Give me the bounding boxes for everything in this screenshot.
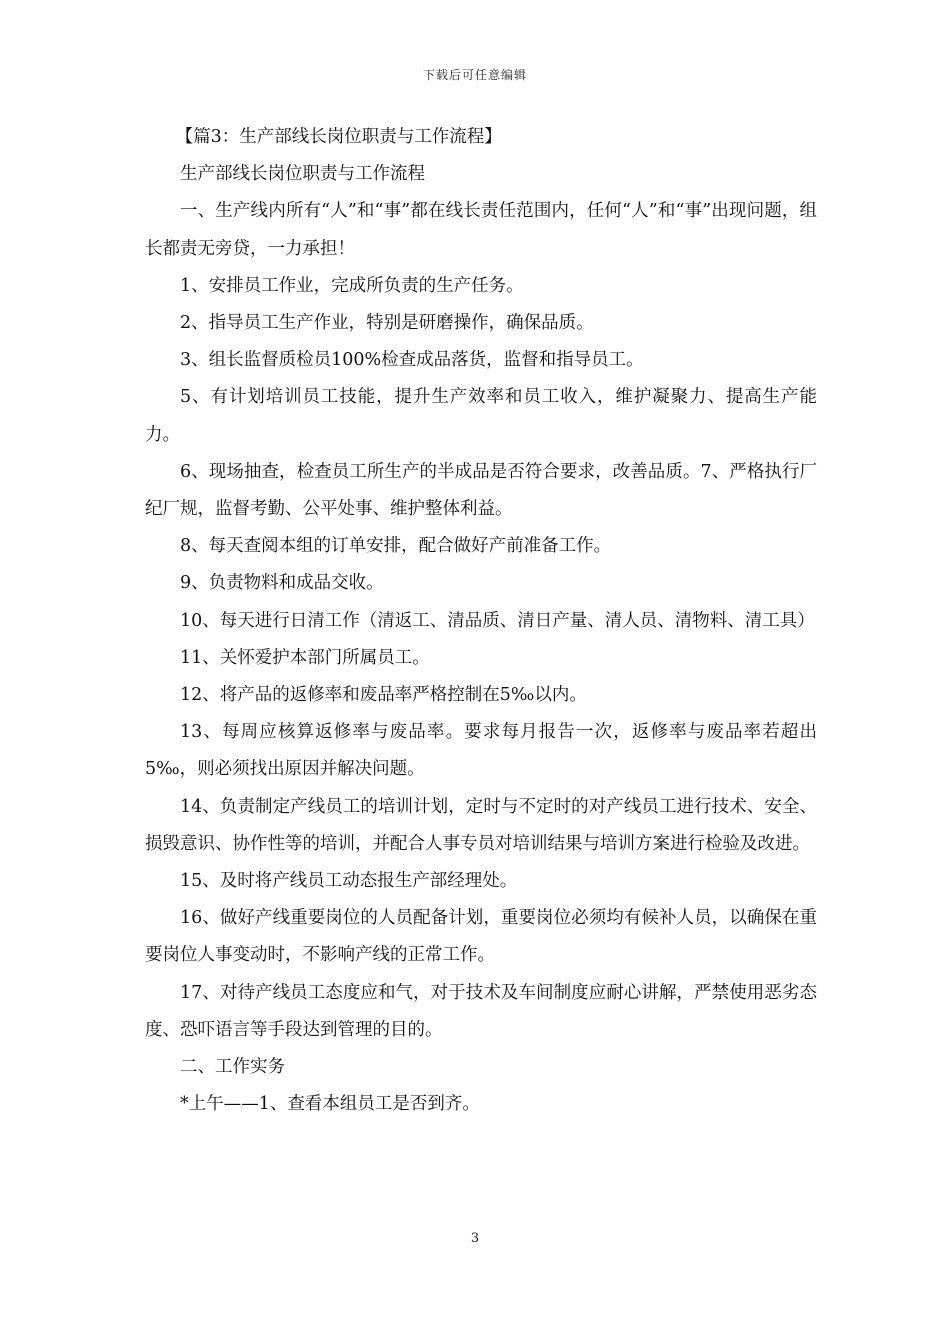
document-body xyxy=(145,119,817,1123)
duty-item: 2、指导员工生产作业，特别是研磨操作，确保品质。 xyxy=(180,313,594,334)
duty-item: 16、做好产线重要岗位的人员配备计划，重要岗位必须均有候补人员，以确保在重要岗位人事变动时，不影响产线的正常工作。 xyxy=(145,908,817,966)
duty-item: 14、负责制定产线员工的培训计划，定时与不定时的对产线员工进行技术、安全、损毁意识、协作性等的培训，并配合人事专员对培训结果与培训方案进行检验及改进。 xyxy=(145,796,817,854)
duty-item: 3、组长监督质检员100%检查成品落货，监督和指导员工。 xyxy=(180,350,644,371)
paragraph: 一、生产线内所有“人”和“事”都在线长责任范围内，任何“人”和“事”出现问题，组长都责无旁贷，一力承担！ xyxy=(145,201,817,259)
section-heading: 二、工作实务 xyxy=(180,1057,285,1078)
duty-item: 5、有计划培训员工技能，提升生产效率和员工收入，维护凝聚力、提高生产能力。 xyxy=(145,387,817,445)
duty-item: 1、安排员工作业，完成所负责的生产任务。 xyxy=(180,275,524,296)
duty-item: 11、关怀爱护本部门所属员工。 xyxy=(180,647,430,668)
section-title: 【篇3：生产部线长岗位职责与工作流程】 xyxy=(175,127,502,147)
duty-item: 8、每天查阅本组的订单安排，配合做好产前准备工作。 xyxy=(180,536,612,557)
page-header: 下载后可任意编辑 xyxy=(422,68,527,82)
duty-item: 10、每天进行日清工作（清返工、清品质、清日产量、清人员、清物料、清工具） xyxy=(180,610,815,631)
duty-item: 6、现场抽查，检查员工所生产的半成品是否符合要求，改善品质。7、严格执行厂纪厂规，监督考勤、公平处事、维护整体利益。 xyxy=(145,461,817,520)
duty-item: 13、每周应核算返修率与废品率。要求每月报告一次，返修率与废品率若超出5‰，则必须找出原因并解决问题。 xyxy=(145,722,817,780)
duty-item: 17、对待产线员工态度应和气，对于技术及车间制度应耐心讲解，严禁使用恶劣态度、恐吓语言等手段达到管理的目的。 xyxy=(145,982,817,1040)
duty-item: 15、及时将产线员工动态报生产部经理处。 xyxy=(180,871,518,892)
duty-item: 12、将产品的返修率和废品率严格控制在5‰以内。 xyxy=(180,685,587,706)
duty-item: 9、负责物料和成品交收。 xyxy=(180,573,384,594)
document-heading: 生产部线长岗位职责与工作流程 xyxy=(180,164,425,185)
page-number: 3 xyxy=(470,1231,480,1246)
paragraph: *上午——1、查看本组员工是否到齐。 xyxy=(180,1094,480,1115)
